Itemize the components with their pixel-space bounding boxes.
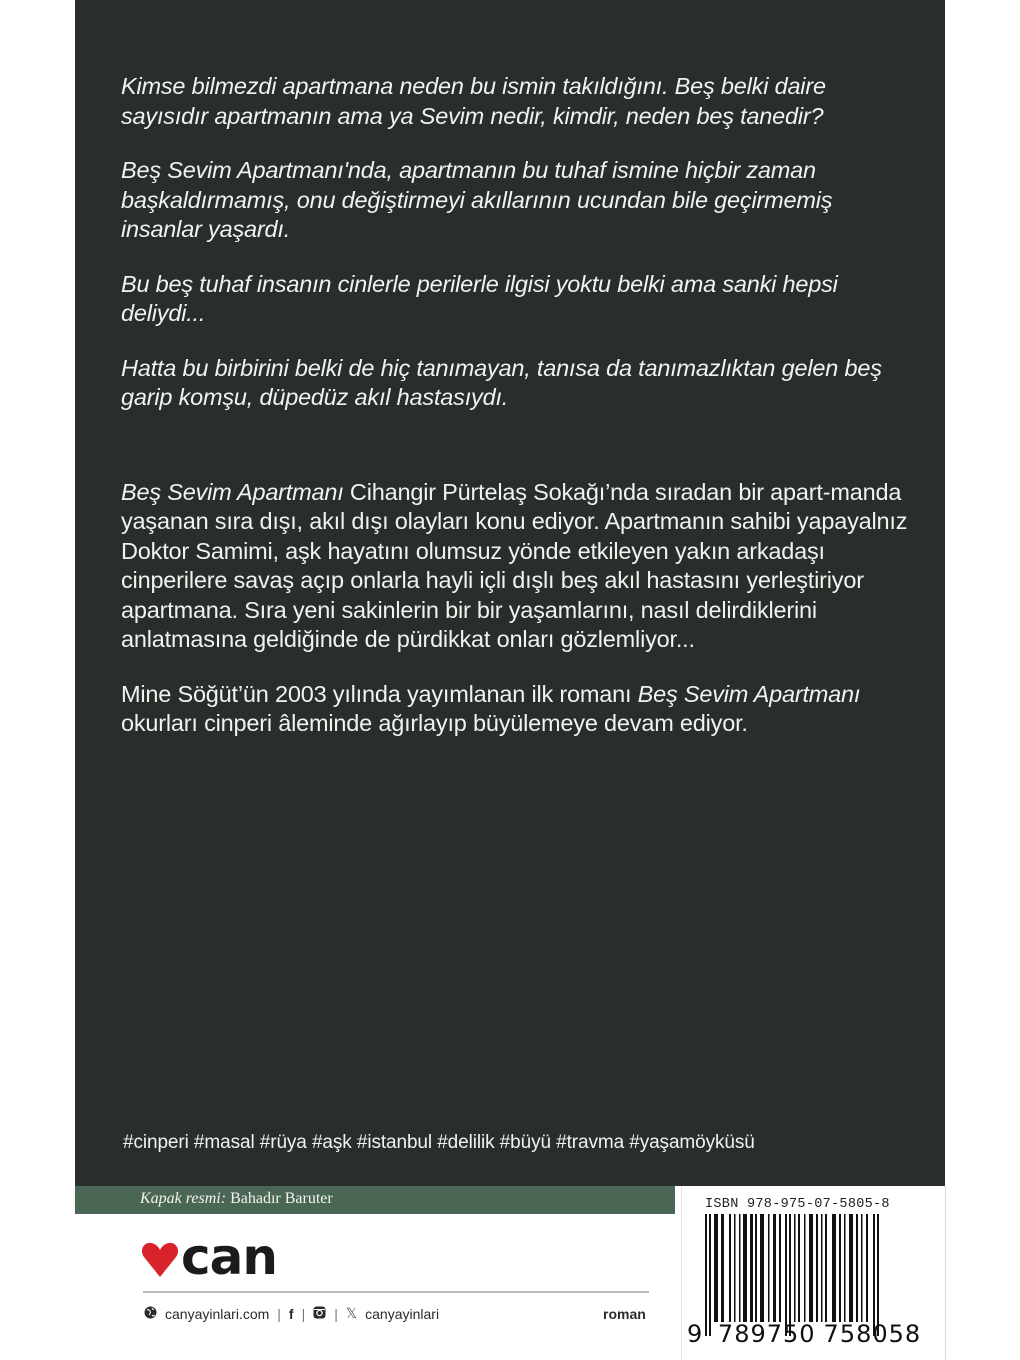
publisher-logo: [141, 1228, 277, 1286]
blurb-text: [121, 72, 911, 764]
website-link[interactable]: canyayinlari.com: [165, 1305, 270, 1322]
book-title-inline: Beş Sevim Apartmanı: [121, 478, 344, 505]
credit-band-diagonal: [651, 1186, 675, 1214]
separator: |: [277, 1305, 281, 1322]
globe-icon: [144, 1306, 157, 1322]
blurb-paragraph-3: Bu beş tuhaf insanın cinlerle perilerle ilgisi yoktu belki ama sanki hepsi deliydi...: [121, 270, 838, 326]
genre-label: roman: [603, 1306, 646, 1322]
credit-label: Kapak resmi:: [140, 1190, 227, 1207]
blurb-paragraph-4: Hatta bu birbirini belki de hiç tanımayan, tanısa da tanımazlıktan gelen beş garip komşu, düpedüz akıl hastasıydı.: [121, 354, 882, 410]
hashtags: #cinperi #masal #rüya #aşk #istanbul #delilik #büyü #travma #yaşamöyküsü: [123, 1132, 755, 1153]
heart-icon: [141, 1242, 179, 1278]
x-handle-link[interactable]: canyayinlari: [365, 1305, 440, 1322]
ean-group-2: 758058: [823, 1320, 922, 1348]
summary-paragraph: [121, 478, 911, 655]
author-text-start: Mine Söğüt’ün 2003 yılında yayımlanan ilk romanı: [121, 680, 638, 707]
author-paragraph: [121, 680, 911, 739]
author-text-end: okurları cinperi âleminde ağırlayıp büyülemeye devam ediyor.: [121, 710, 748, 736]
book-back-cover: [75, 0, 945, 1360]
cover-edge-line: [945, 1186, 946, 1360]
separator: |: [334, 1305, 338, 1322]
isbn-label: ISBN 978-975-07-5805-8: [705, 1197, 890, 1212]
spacer: [121, 438, 911, 478]
ean-first-digit: 9: [687, 1320, 704, 1348]
facebook-icon[interactable]: f: [288, 1305, 294, 1322]
divider: [143, 1291, 649, 1293]
blurb-paragraph-2: Beş Sevim Apartmanı'nda, apartmanın bu tuhaf ismine hiçbir zaman başkaldırmamış, onu değiştirmeyi akıllarının ucundan bile geçirmemiş insanlar yaşardı.: [121, 157, 833, 242]
summary-text: Cihangir Pürtelaş Sokağı’nda sıradan bir apart-manda yaşanan sıra dışı, akıl dışı olayları konu ediyor. Apartmanın sahibi yapayalnız Doktor Samimi, aşk hayatını olumsuz yönde etkileyen yakın arkadaşı cinperilere savaş açıp onlarla hayli içli dışlı beş akıl hastasını yerleştiriyor apartmana. Sıra yeni sakinlerin bir bir yaşamlarını, nasıl delirdiklerini anlatmasına geldiğinde de pürdikkat onları gözlemliyor...: [121, 478, 908, 652]
instagram-icon[interactable]: [313, 1306, 326, 1322]
publisher-links: [144, 1305, 439, 1322]
cover-art-credit: [140, 1190, 333, 1208]
ean-group-1: 789750: [717, 1320, 816, 1348]
separator: |: [301, 1305, 306, 1322]
blurb-paragraph-1: Kimse bilmezdi apartmana neden bu ismin takıldığını. Beş belki daire sayısıdır apartmanın ama ya Sevim nedir, kimdir, neden beş tanedir?: [121, 73, 826, 129]
x-icon[interactable]: 𝕏: [345, 1305, 358, 1321]
book-title-inline-2: Beş Sevim Apartmanı: [637, 680, 861, 707]
logo-wordmark: can: [181, 1228, 277, 1286]
ean-number: [687, 1320, 921, 1348]
dark-panel: [75, 0, 945, 1186]
credit-name: Bahadır Baruter: [226, 1190, 333, 1207]
